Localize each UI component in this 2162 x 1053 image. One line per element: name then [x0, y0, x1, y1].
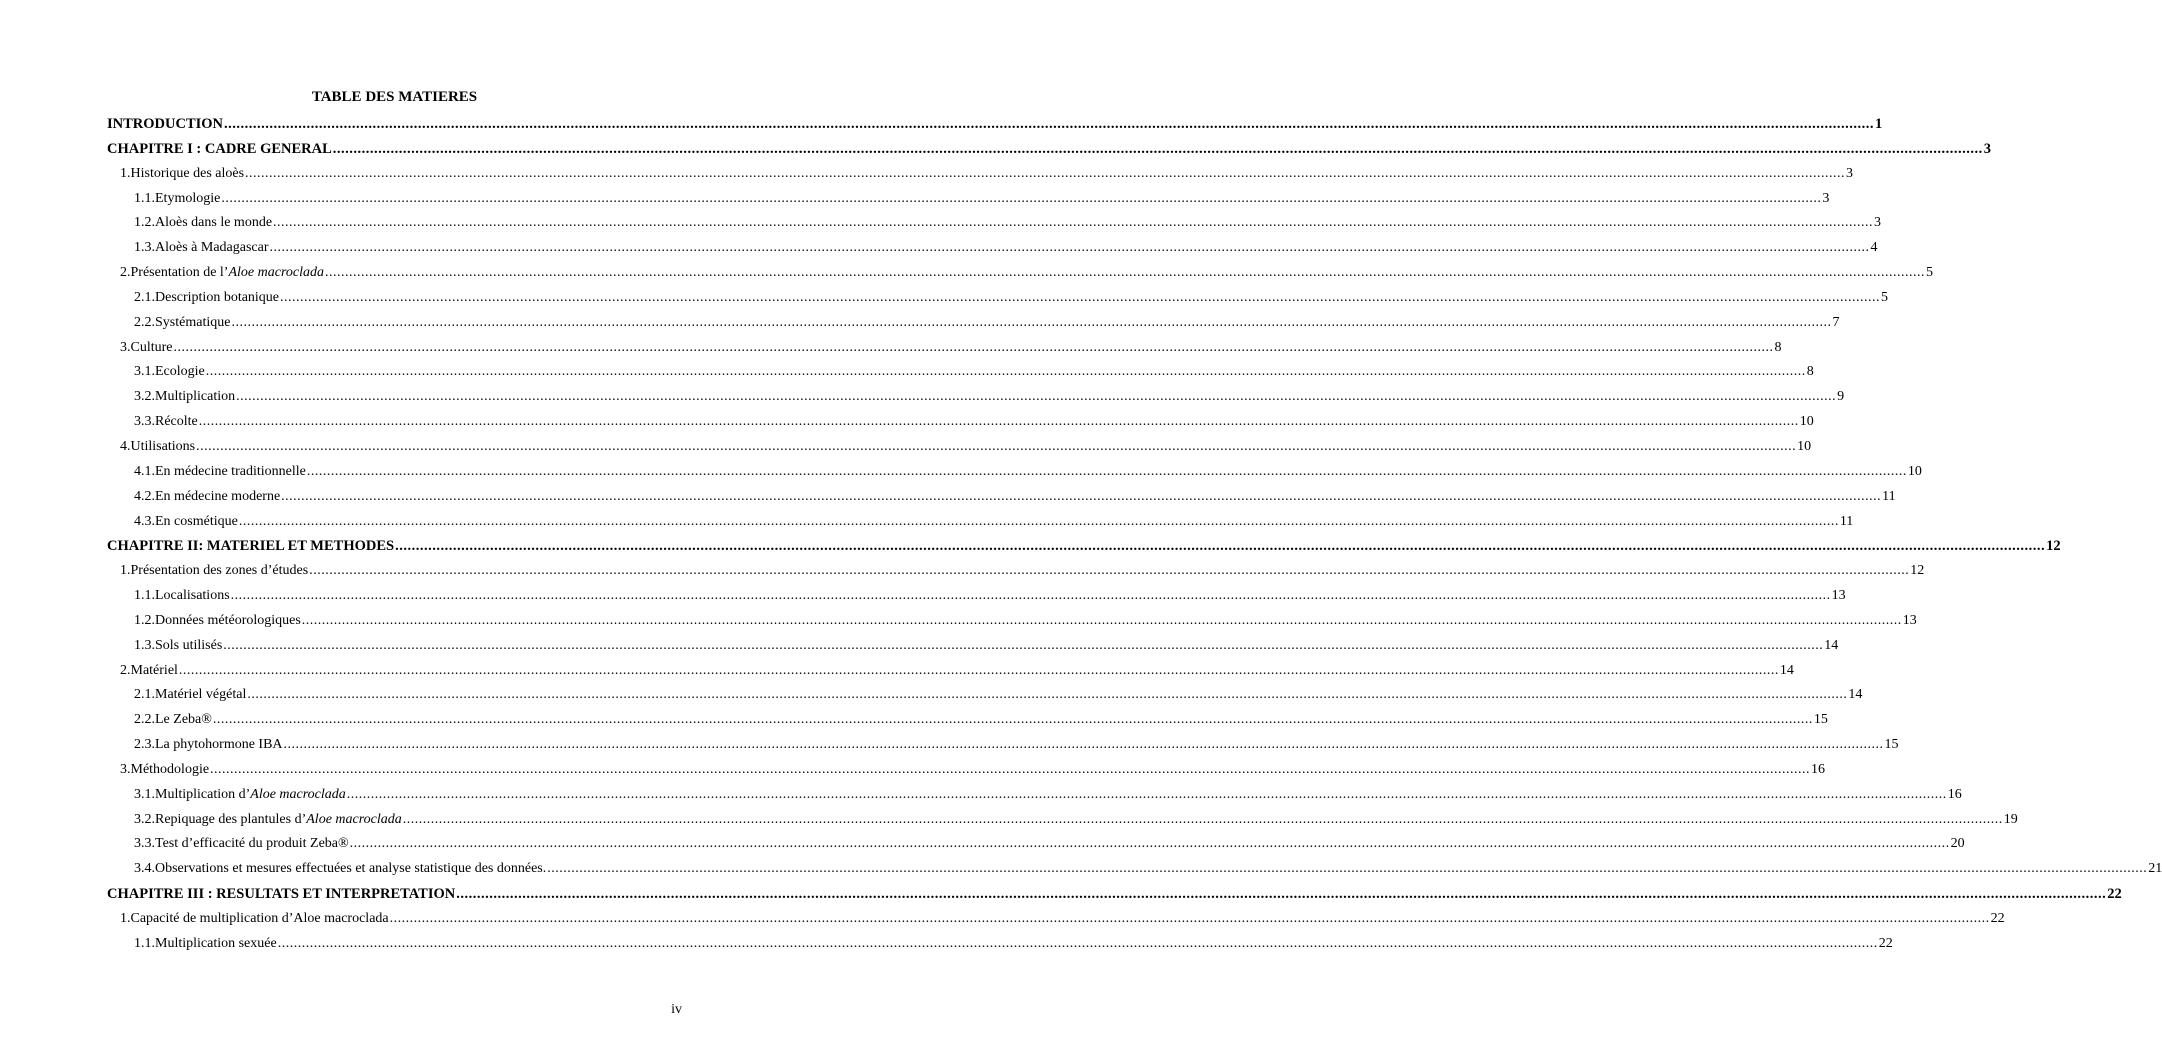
toc-entry-label: Multiplication d’Aloe macroclada	[155, 786, 346, 802]
toc-entry-number: 2.1.	[134, 687, 155, 703]
toc-entry-label: Données météorologiques	[155, 612, 301, 628]
toc-entry[interactable]	[0, 811, 2018, 837]
dot-leader: ................................................................................................................................................................................................................................................................................................................................................................................................................	[346, 786, 1947, 802]
toc-entry-page: 16	[1811, 761, 1826, 777]
toc-entry[interactable]	[0, 289, 1889, 315]
toc-entry-number: 1.	[120, 563, 131, 579]
dot-leader: ................................................................................................................................................................................................................................................................................................................................................................................................................	[456, 886, 2107, 903]
toc-entry-page: 13	[1902, 612, 1917, 628]
toc-entry-label: En médecine moderne	[155, 488, 281, 504]
toc-entry-label: Présentation de l’Aloe macroclada	[130, 265, 324, 281]
toc-entry[interactable]	[0, 687, 1863, 712]
toc-entry-number: 4.3.	[134, 513, 155, 529]
toc-entry-label: Aloès à Madagascar	[155, 240, 269, 256]
toc-entry[interactable]	[0, 389, 1845, 414]
toc-entry-italic: Aloe macroclada	[250, 786, 346, 802]
toc-entry[interactable]	[0, 190, 1830, 216]
toc-entry-page: 8	[1774, 339, 1782, 355]
dot-leader: ................................................................................................................................................................................................................................................................................................................................................................................................................	[389, 911, 1990, 926]
toc-entry-number: 3.3.	[134, 836, 155, 852]
dot-leader: ................................................................................................................................................................................................................................................................................................................................................................................................................	[230, 588, 1831, 604]
toc-entry[interactable]	[0, 414, 1814, 439]
toc-entry-italic: Aloe macroclada	[306, 811, 402, 827]
toc-entry-number: 1.3.	[134, 240, 155, 256]
toc-entry[interactable]	[0, 911, 2005, 936]
toc-entry[interactable]	[0, 662, 1794, 688]
dot-leader: ................................................................................................................................................................................................................................................................................................................................................................................................................	[238, 513, 1839, 529]
toc-entry-number: 3.	[120, 761, 131, 777]
dot-leader: ................................................................................................................................................................................................................................................................................................................................................................................................................	[402, 811, 2003, 827]
toc-entry-number: 3.4.	[134, 861, 155, 877]
toc-entry-page: 9	[1837, 389, 1845, 405]
toc-entry[interactable]	[0, 438, 1812, 464]
dot-leader: ................................................................................................................................................................................................................................................................................................................................................................................................................	[332, 140, 1983, 157]
toc-entry-number: 2.2.	[134, 712, 155, 728]
toc-entry-label: Présentation des zones d’études	[130, 563, 309, 579]
toc-entry-page: 3	[1874, 215, 1882, 231]
dot-leader: ................................................................................................................................................................................................................................................................................................................................................................................................................	[325, 265, 1925, 281]
toc-entry[interactable]	[0, 886, 2122, 911]
dot-leader: ................................................................................................................................................................................................................................................................................................................................................................................................................	[309, 563, 1910, 579]
dot-leader: ................................................................................................................................................................................................................................................................................................................................................................................................................	[212, 712, 1813, 728]
toc-entry-label: Systématique	[155, 314, 231, 330]
toc-entry-label: Aloès dans le monde	[155, 215, 273, 231]
toc-entry-page: 12	[2046, 538, 2061, 555]
toc-entry-number: 3.	[120, 339, 131, 355]
toc-entry-number: 1.1.	[134, 588, 155, 604]
toc-entry-page: 14	[1848, 687, 1863, 703]
toc-entry-number: 1.	[120, 165, 131, 181]
dot-leader: ................................................................................................................................................................................................................................................................................................................................................................................................................	[395, 538, 2046, 555]
toc-entry-label: Ecologie	[155, 364, 205, 380]
toc-entry-number: 4.2.	[134, 488, 155, 504]
toc-entry[interactable]	[0, 513, 1854, 539]
toc-entry-number: 2.2.	[134, 314, 155, 330]
toc-entry[interactable]	[0, 637, 1839, 663]
toc-entry-page: 14	[1779, 662, 1794, 678]
dot-leader: ................................................................................................................................................................................................................................................................................................................................................................................................................	[205, 364, 1806, 380]
toc-entry-page: 3	[1846, 165, 1854, 181]
toc-entry-label: CHAPITRE I : CADRE GENERAL	[107, 140, 332, 157]
toc-entry-page: 20	[1950, 836, 1965, 852]
toc-entry-page: 10	[1797, 438, 1812, 454]
toc-entry[interactable]	[0, 935, 1893, 961]
dot-leader: ................................................................................................................................................................................................................................................................................................................................................................................................................	[236, 389, 1837, 405]
toc-entry-number: 1.2.	[134, 612, 155, 628]
toc-entry-label: Méthodologie	[130, 761, 210, 777]
toc-entry-label: Multiplication	[155, 389, 236, 405]
toc-entry-number: 1.1.	[134, 935, 155, 951]
toc-entry-page: 22	[2107, 886, 2122, 903]
page-number: iv	[671, 1002, 682, 1017]
toc-entry-italic: Aloe macroclada	[228, 265, 324, 281]
toc-entry-label: Observations et mesures effectuées et analyse statistique des données.	[155, 861, 547, 877]
toc-entry[interactable]	[0, 265, 1933, 290]
toc-entry-label: Multiplication sexuée	[155, 935, 277, 951]
toc-entry-label: Capacité de multiplication d’Aloe macroclada	[130, 911, 389, 926]
toc-entry[interactable]	[0, 588, 1846, 613]
dot-leader: ................................................................................................................................................................................................................................................................................................................................................................................................................	[283, 737, 1884, 753]
dot-leader: ................................................................................................................................................................................................................................................................................................................................................................................................................	[173, 339, 1774, 355]
toc-entry-number: 3.1.	[134, 786, 155, 802]
toc-entry-label: Utilisations	[130, 438, 196, 454]
dot-leader: ................................................................................................................................................................................................................................................................................................................................................................................................................	[306, 463, 1907, 479]
toc-entry-number: 3.1.	[134, 364, 155, 380]
toc-entry[interactable]	[0, 712, 1828, 737]
toc-entry[interactable]	[0, 563, 1925, 588]
toc-entry-label: Etymologie	[155, 190, 221, 206]
toc-entry[interactable]	[0, 116, 1883, 141]
toc-entry-page: 3	[1983, 140, 1992, 157]
dot-leader: ................................................................................................................................................................................................................................................................................................................................................................................................................	[349, 836, 1950, 852]
dot-leader: ................................................................................................................................................................................................................................................................................................................................................................................................................	[273, 215, 1874, 231]
toc-entry-number: 1.2.	[134, 215, 155, 231]
toc-entry-label: Repiquage des plantules d’Aloe macroclada	[155, 811, 402, 827]
toc-entry-page: 12	[1910, 563, 1925, 579]
dot-leader: ................................................................................................................................................................................................................................................................................................................................................................................................................	[178, 662, 1779, 678]
dot-leader: ................................................................................................................................................................................................................................................................................................................................................................................................................	[223, 637, 1824, 653]
toc-entry-number: 3.2.	[134, 389, 155, 405]
toc-entry-label: Récolte	[155, 414, 198, 430]
toc-entry-label: Description botanique	[155, 289, 280, 305]
dot-leader: ................................................................................................................................................................................................................................................................................................................................................................................................................	[198, 414, 1799, 430]
toc-entry-label: Test d’efficacité du produit Zeba®	[155, 836, 349, 852]
dot-leader: ................................................................................................................................................................................................................................................................................................................................................................................................................	[547, 861, 2148, 877]
table-of-contents	[0, 116, 2162, 961]
toc-entry-page: 22	[1878, 935, 1893, 951]
toc-entry-label: CHAPITRE III : RESULTATS ET INTERPRETATION	[107, 886, 456, 903]
toc-entry-page: 13	[1831, 588, 1846, 604]
toc-entry[interactable]	[0, 165, 1854, 191]
toc-entry-page: 3	[1822, 190, 1830, 206]
toc-entry-page: 5	[1881, 289, 1889, 305]
toc-entry-page: 15	[1813, 712, 1828, 728]
toc-entry[interactable]	[0, 488, 1896, 514]
toc-entry[interactable]	[0, 786, 1962, 812]
toc-entry-number: 2.	[120, 265, 131, 281]
toc-entry[interactable]	[0, 364, 1814, 389]
toc-entry[interactable]	[0, 861, 2162, 886]
toc-entry[interactable]	[0, 140, 1992, 166]
toc-entry[interactable]	[0, 836, 1965, 861]
toc-entry-number: 1.	[120, 911, 131, 926]
toc-entry-page: 8	[1806, 364, 1814, 380]
toc-entry-label: Culture	[130, 339, 173, 355]
toc-entry-label: Matériel	[130, 662, 178, 678]
dot-leader: ................................................................................................................................................................................................................................................................................................................................................................................................................	[247, 687, 1848, 703]
toc-entry-number: 2.	[120, 662, 131, 678]
toc-entry-number: 1.3.	[134, 637, 155, 653]
toc-entry-page: 1	[1875, 116, 1883, 132]
toc-entry-label: Le Zeba®	[155, 712, 212, 728]
dot-leader: ................................................................................................................................................................................................................................................................................................................................................................................................................	[196, 438, 1797, 454]
toc-entry-label: En cosmétique	[155, 513, 238, 529]
dot-leader: ................................................................................................................................................................................................................................................................................................................................................................................................................	[277, 935, 1878, 951]
toc-entry-page: 19	[2003, 811, 2018, 827]
toc-entry-page: 10	[1799, 414, 1814, 430]
dot-leader: ................................................................................................................................................................................................................................................................................................................................................................................................................	[280, 289, 1881, 305]
page-title: TABLE DES MATIERES	[311, 89, 478, 105]
dot-leader: ................................................................................................................................................................................................................................................................................................................................................................................................................	[281, 488, 1882, 504]
toc-entry-page: 16	[1947, 786, 1962, 802]
dot-leader: ................................................................................................................................................................................................................................................................................................................................................................................................................	[301, 612, 1902, 628]
toc-entry-label: Historique des aloès	[130, 165, 245, 181]
toc-entry-number: 2.3.	[134, 737, 155, 753]
toc-entry-number: 3.2.	[134, 811, 155, 827]
toc-entry-label: Localisations	[155, 588, 230, 604]
toc-entry-page: 10	[1907, 463, 1922, 479]
dot-leader: ................................................................................................................................................................................................................................................................................................................................................................................................................	[231, 314, 1832, 330]
toc-entry-label: Matériel végétal	[155, 687, 247, 703]
toc-entry-page: 15	[1884, 737, 1899, 753]
toc-entry[interactable]	[0, 314, 1840, 340]
dot-leader: ................................................................................................................................................................................................................................................................................................................................................................................................................	[221, 190, 1822, 206]
toc-entry[interactable]	[0, 240, 1878, 265]
toc-entry-number: 4.1.	[134, 463, 155, 479]
toc-entry-page: 7	[1832, 314, 1840, 330]
toc-entry-page: 22	[1990, 911, 2005, 926]
toc-entry-number: 1.1.	[134, 190, 155, 206]
toc-entry-label: La phytohormone IBA	[155, 737, 283, 753]
toc-entry-page: 5	[1926, 265, 1933, 281]
toc-entry-page: 4	[1870, 240, 1878, 256]
toc-entry[interactable]	[0, 761, 1826, 787]
dot-leader: ................................................................................................................................................................................................................................................................................................................................................................................................................	[269, 240, 1870, 256]
toc-entry-number: 2.1.	[134, 289, 155, 305]
toc-entry[interactable]	[0, 538, 2061, 563]
dot-leader: ................................................................................................................................................................................................................................................................................................................................................................................................................	[245, 165, 1846, 181]
toc-entry-page: 11	[1882, 488, 1896, 504]
toc-entry[interactable]	[0, 612, 1917, 638]
toc-entry-label: INTRODUCTION	[107, 116, 224, 132]
toc-entry[interactable]	[0, 463, 1922, 489]
toc-entry-label: CHAPITRE II: MATERIEL ET METHODES	[107, 538, 395, 555]
toc-entry[interactable]	[0, 737, 1899, 762]
toc-entry[interactable]	[0, 215, 1882, 240]
dot-leader: ................................................................................................................................................................................................................................................................................................................................................................................................................	[210, 761, 1811, 777]
toc-entry[interactable]	[0, 339, 1782, 365]
toc-entry-label: En médecine traditionnelle	[155, 463, 306, 479]
toc-entry-page: 21	[2148, 861, 2162, 877]
toc-entry-page: 14	[1824, 637, 1839, 653]
dot-leader: ................................................................................................................................................................................................................................................................................................................................................................................................................	[224, 116, 1875, 132]
toc-entry-label: Sols utilisés	[155, 637, 223, 653]
toc-entry-number: 4.	[120, 438, 131, 454]
toc-entry-number: 3.3.	[134, 414, 155, 430]
toc-entry-page: 11	[1839, 513, 1854, 529]
